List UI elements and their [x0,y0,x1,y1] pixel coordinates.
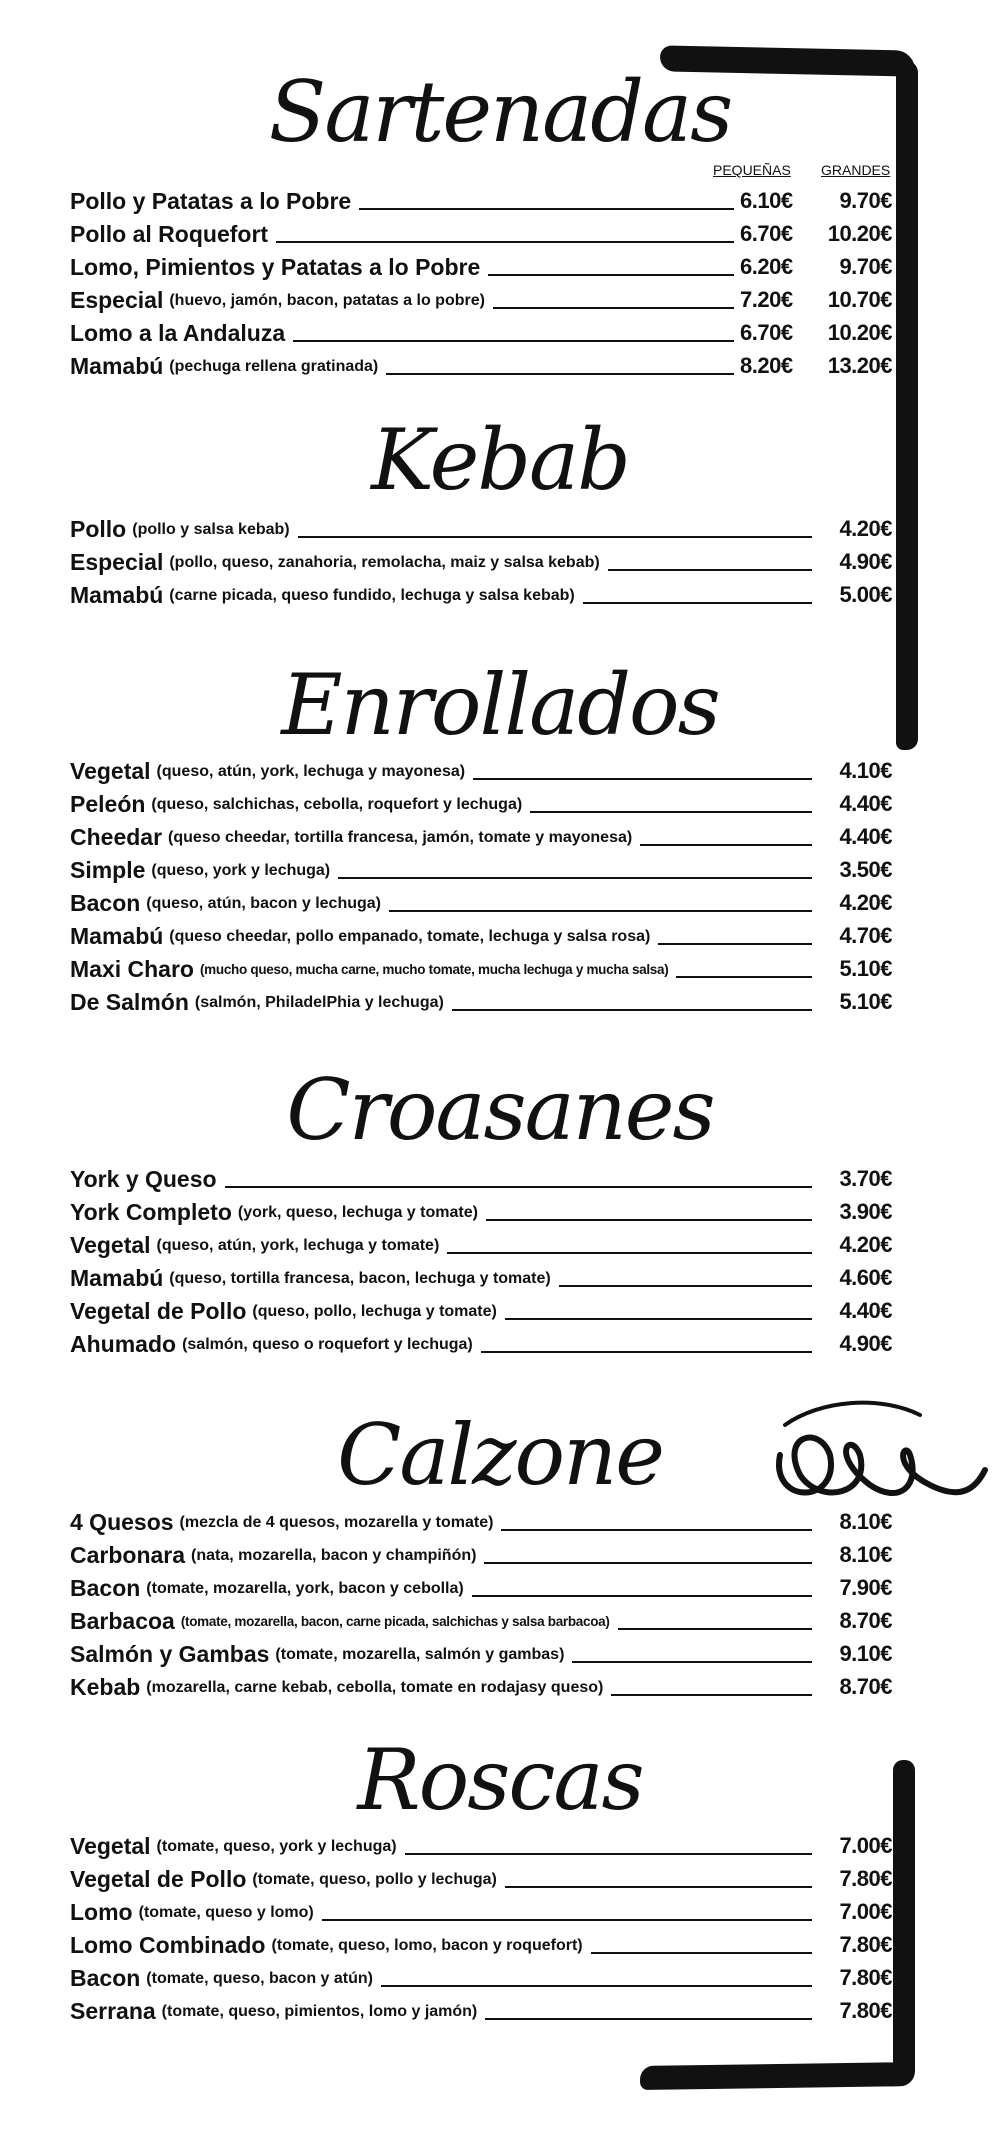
item-description: (tomate, queso, lomo, bacon y roquefort) [271,1937,583,1954]
item-name: Vegetal de Pollo [70,1866,247,1892]
item-name: Barbacoa [70,1608,175,1634]
menu-item-row [70,314,892,347]
item-list [70,182,892,380]
section-croasanes [0,1060,1000,1357]
item-name: 4 Quesos [70,1509,174,1535]
item-name: Vegetal [70,1833,151,1859]
item-price: 8.70€ [839,1674,892,1699]
menu-item-row [70,950,892,983]
item-price: 4.20€ [839,1232,892,1257]
price-leader-line [276,241,734,243]
item-list [70,1503,892,1701]
item-price: 7.80€ [839,1932,892,1957]
section-enrollados [0,655,1000,1015]
section-calzone [0,1405,1000,1700]
item-name: Mamabú [70,353,164,379]
price-leader-line [225,1186,812,1188]
menu-item-row [70,1860,892,1893]
item-name: Cheedar [70,824,163,850]
item-name: Bacon [70,890,141,916]
item-price-large: 10.20€ [827,221,892,246]
item-description: (tomate, mozarella, york, bacon y cebolla) [146,1580,464,1597]
item-name: Mamabú [70,923,164,949]
item-description: (pollo y salsa kebab) [132,521,290,538]
menu-item-row [70,1503,892,1536]
menu-item-row [70,752,892,785]
item-name: Vegetal [70,758,151,784]
item-name: Simple [70,857,146,883]
item-price: 4.10€ [839,758,892,783]
item-name: Lomo, Pimientos y Patatas a lo Pobre [70,254,481,280]
item-price: 3.90€ [839,1199,892,1224]
price-leader-line [484,1562,812,1564]
item-description: (queso, york y lechuga) [151,862,331,879]
price-leader-line [338,877,812,879]
menu-item-row [70,215,892,248]
menu-item-row [70,543,892,576]
price-leader-line [611,1694,812,1696]
item-price-small: 6.70€ [740,320,793,345]
column-headers [713,162,893,182]
item-list [70,1827,892,2025]
section-title: Kebab [371,411,629,509]
item-price: 5.10€ [839,956,892,981]
item-name: Vegetal [70,1232,151,1258]
item-name: Especial [70,287,164,313]
menu-item-row [70,983,892,1016]
menu-item-row [70,851,892,884]
price-leader-line [452,1009,812,1011]
item-description: (nata, mozarella, bacon y champiñón) [191,1547,477,1564]
menu-item-row [70,1926,892,1959]
brush-frame-bottom [640,2062,915,2090]
item-description: (queso, atún, york, lechuga y tomate) [156,1237,440,1254]
item-price-large: 10.20€ [827,320,892,345]
section-title: Enrollados [281,656,719,754]
menu-item-row [70,510,892,543]
item-description: (queso cheedar, tortilla francesa, jamón, tomate y mayonesa) [168,829,633,846]
item-price: 7.90€ [839,1575,892,1600]
item-description: (queso, atún, york, lechuga y mayonesa) [156,763,466,780]
menu-item-row [70,347,892,380]
price-leader-line [591,1952,812,1954]
item-price: 7.80€ [839,1866,892,1891]
menu-item-row [70,1893,892,1926]
item-price-small: 6.20€ [740,254,793,279]
item-price: 4.20€ [839,516,892,541]
item-description: (queso, salchichas, cebolla, roquefort y lechuga) [151,796,523,813]
item-description: (mucho queso, mucha carne, mucho tomate, mucha lechuga y mucha salsa) [199,962,669,977]
menu-item-row [70,248,892,281]
item-description: (salmón, queso o roquefort y lechuga) [182,1336,473,1353]
item-description: (tomate, queso, pimientos, lomo y jamón) [161,2003,478,2020]
item-name: Especial [70,549,164,575]
price-leader-line [559,1285,812,1287]
section-title: Sartenadas [268,63,732,161]
item-name: Kebab [70,1674,141,1700]
item-list [70,510,892,609]
item-price-large: 9.70€ [839,254,892,279]
item-price: 4.20€ [839,890,892,915]
item-description: (tomate, queso, york y lechuga) [156,1838,397,1855]
price-leader-line [359,208,734,210]
item-name: Lomo [70,1899,133,1925]
menu-item-row [70,884,892,917]
item-price: 9.10€ [839,1641,892,1666]
item-description: (queso cheedar, pollo empanado, tomate, lechuga y salsa rosa) [169,928,651,945]
item-name: Mamabú [70,582,164,608]
item-description: (queso, atún, bacon y lechuga) [146,895,381,912]
price-leader-line [505,1318,812,1320]
item-name: Lomo a la Andaluza [70,320,286,346]
item-description: (queso, tortilla francesa, bacon, lechuga y tomate) [169,1270,551,1287]
item-price: 8.70€ [839,1608,892,1633]
item-name: Carbonara [70,1542,186,1568]
menu-item-row [70,1536,892,1569]
item-price: 7.00€ [839,1899,892,1924]
menu-item-row [70,1160,892,1193]
section-roscas [0,1730,1000,2024]
item-description: (tomate, mozarella, bacon, carne picada, salchichas y salsa barbacoa) [180,1614,610,1629]
item-price: 3.50€ [839,857,892,882]
section-title: Roscas [357,1731,643,1829]
item-price-small: 6.70€ [740,221,793,246]
item-name: Bacon [70,1965,141,1991]
price-leader-line [486,1219,812,1221]
price-leader-line [386,373,734,375]
item-name: Salmón y Gambas [70,1641,270,1667]
item-name: Vegetal de Pollo [70,1298,247,1324]
item-description: (pollo, queso, zanahoria, remolacha, maiz y salsa kebab) [169,554,600,571]
item-description: (pechuga rellena gratinada) [169,358,379,375]
item-name: Ahumado [70,1331,177,1357]
menu-item-row [70,1959,892,1992]
item-price-small: 7.20€ [740,287,793,312]
item-name: Bacon [70,1575,141,1601]
item-name: Peleón [70,791,146,817]
item-price-large: 13.20€ [827,353,892,378]
item-price: 4.40€ [839,1298,892,1323]
price-leader-line [472,1595,812,1597]
item-name: York y Queso [70,1166,217,1192]
item-price: 4.40€ [839,824,892,849]
item-price-small: 6.10€ [740,188,793,213]
item-name: Pollo al Roquefort [70,221,269,247]
section-title: Croasanes [286,1061,714,1159]
item-price: 4.70€ [839,923,892,948]
menu-item-row [70,281,892,314]
price-leader-line [389,910,812,912]
item-description: (york, queso, lechuga y tomate) [237,1204,478,1221]
item-name: Serrana [70,1998,156,2024]
menu-item-row [70,1226,892,1259]
menu-item-row [70,917,892,950]
item-price: 4.40€ [839,791,892,816]
price-leader-line [658,943,812,945]
price-leader-line [322,1919,812,1921]
price-leader-line [583,602,812,604]
menu-item-row [70,182,892,215]
price-leader-line [608,569,812,571]
price-leader-line [530,811,812,813]
price-leader-line [405,1853,812,1855]
section-title: Calzone [337,1406,663,1504]
item-price-large: 10.70€ [827,287,892,312]
item-description: (salmón, PhiladelPhia y lechuga) [194,994,444,1011]
item-name: York Completo [70,1199,232,1225]
column-header-small: PEQUEÑAS [713,162,791,178]
item-description: (tomate, mozarella, salmón y gambas) [275,1646,565,1663]
item-description: (carne picada, queso fundido, lechuga y salsa kebab) [169,587,575,604]
item-description: (tomate, queso y lomo) [138,1904,314,1921]
menu-item-row [70,818,892,851]
item-description: (queso, pollo, lechuga y tomate) [252,1303,497,1320]
price-leader-line [488,274,734,276]
section-sartenadas [0,62,1000,379]
price-leader-line [572,1661,812,1663]
menu-item-row [70,785,892,818]
menu-item-row [70,1259,892,1292]
item-name: Pollo y Patatas a lo Pobre [70,188,352,214]
menu-item-row [70,1635,892,1668]
item-price: 8.10€ [839,1542,892,1567]
item-list [70,752,892,1016]
item-price-small: 8.20€ [740,353,793,378]
item-price: 7.80€ [839,1998,892,2023]
price-leader-line [381,1985,812,1987]
item-description: (tomate, queso, bacon y atún) [146,1970,373,1987]
price-leader-line [493,307,734,309]
item-list [70,1160,892,1358]
item-price: 7.00€ [839,1833,892,1858]
price-leader-line [481,1351,812,1353]
menu-item-row [70,1325,892,1358]
menu-item-row [70,1569,892,1602]
price-leader-line [293,340,734,342]
item-name: De Salmón [70,989,189,1015]
price-leader-line [473,778,812,780]
menu-item-row [70,576,892,609]
item-price: 3.70€ [839,1166,892,1191]
price-leader-line [676,976,812,978]
item-price: 4.60€ [839,1265,892,1290]
price-leader-line [298,536,812,538]
menu-item-row [70,1193,892,1226]
column-header-large: GRANDES [821,162,891,178]
item-price: 5.00€ [839,582,892,607]
section-kebab [0,410,1000,608]
item-price: 8.10€ [839,1509,892,1534]
item-price: 4.90€ [839,549,892,574]
brush-frame-right [896,60,918,750]
price-leader-line [485,2018,812,2020]
item-name: Maxi Charo [70,956,194,982]
price-leader-line [447,1252,812,1254]
item-name: Lomo Combinado [70,1932,266,1958]
price-leader-line [505,1886,812,1888]
item-name: Mamabú [70,1265,164,1291]
menu-item-row [70,1668,892,1701]
item-price: 5.10€ [839,989,892,1014]
price-leader-line [618,1628,812,1630]
item-price: 4.90€ [839,1331,892,1356]
item-description: (tomate, queso, pollo y lechuga) [252,1871,497,1888]
item-price: 7.80€ [839,1965,892,1990]
price-leader-line [640,844,812,846]
menu-item-row [70,1992,892,2025]
item-description: (mozarella, carne kebab, cebolla, tomate en rodajasy queso) [146,1679,604,1696]
menu-item-row [70,1602,892,1635]
menu-item-row [70,1292,892,1325]
item-description: (huevo, jamón, bacon, patatas a lo pobre) [169,292,485,309]
menu-item-row [70,1827,892,1860]
item-name: Pollo [70,516,127,542]
price-leader-line [501,1529,812,1531]
item-price-large: 9.70€ [839,188,892,213]
item-description: (mezcla de 4 quesos, mozarella y tomate) [179,1514,494,1531]
